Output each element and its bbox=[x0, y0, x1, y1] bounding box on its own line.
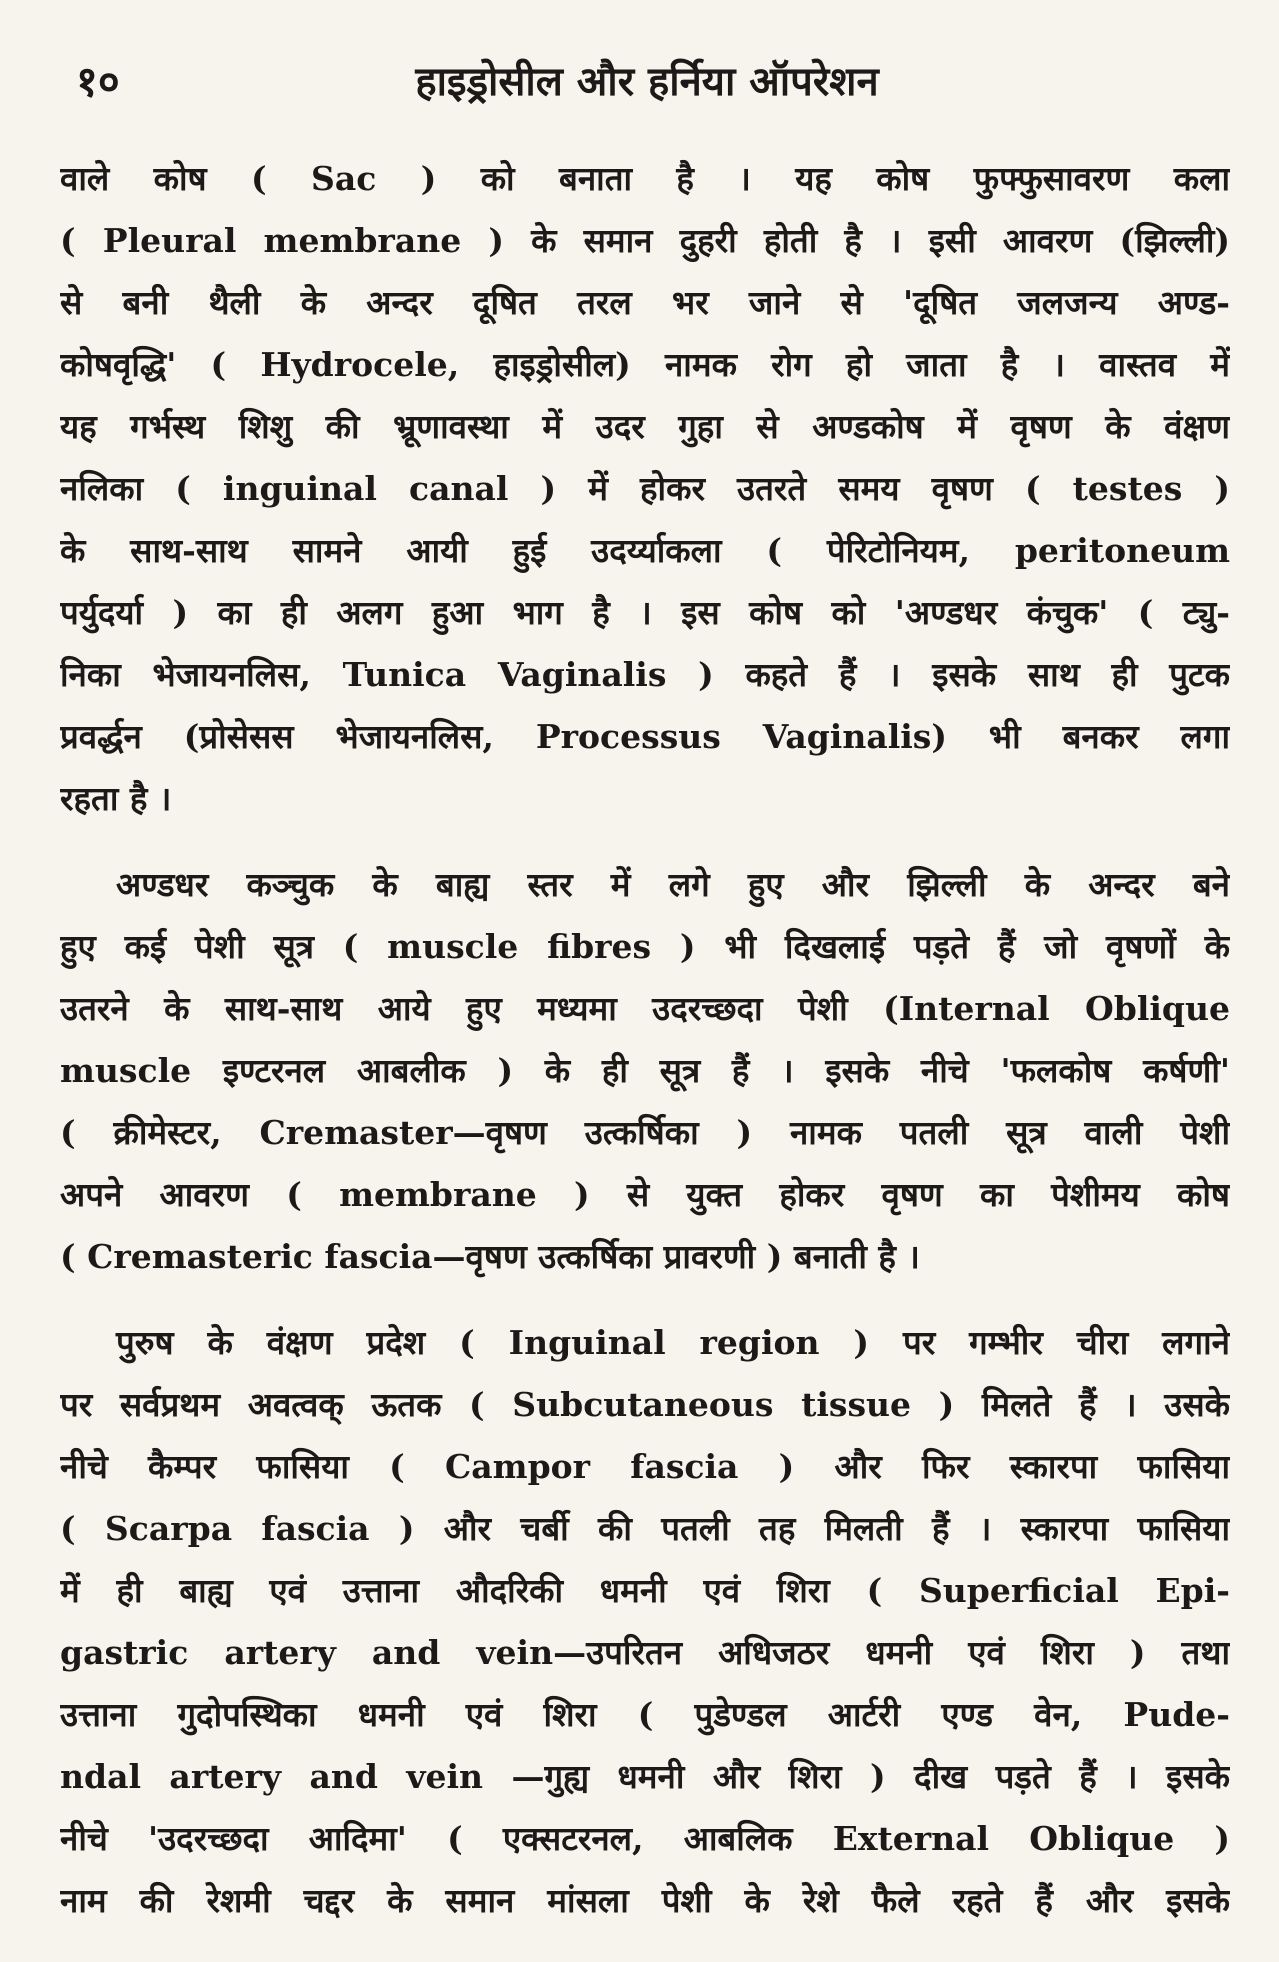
running-title: हाइड्रोसील और हर्निया ऑपरेशन bbox=[415, 58, 879, 105]
text-line: अण्डधर कञ्चुक के बाह्य स्तर में लगे हुए और झिल्ली के अन्दर बने bbox=[116, 865, 1230, 904]
paragraph-gap bbox=[60, 830, 1230, 854]
text-line: निका भेजायनलिस, Tunica Vaginalis ) कहते हैं । इसके साथ ही पुटक bbox=[60, 655, 1230, 694]
text-line: अपने आवरण ( membrane ) से युक्त होकर वृषण का पेशीमय कोष bbox=[60, 1175, 1230, 1214]
text-line: नीचे कैम्पर फासिया ( Campor fascia ) और फिर स्कारपा फासिया bbox=[60, 1447, 1230, 1486]
text-line: ( क्रीमेस्टर, Cremaster—वृषण उत्कर्षिका ) नामक पतली सूत्र वाली पेशी bbox=[60, 1113, 1230, 1152]
text-line: नलिका ( inguinal canal ) में होकर उतरते समय वृषण ( testes ) bbox=[60, 469, 1230, 508]
text-line: से बनी थैली के अन्दर दूषित तरल भर जाने से 'दूषित जलजन्य अण्ड- bbox=[60, 283, 1230, 322]
text-line: उतरने के साथ-साथ आये हुए मध्यमा उदरच्छदा पेशी (Internal Oblique bbox=[60, 989, 1230, 1028]
text-line: ndal artery and vein —गुह्य धमनी और शिरा ) दीख पड़ते हैं । इसके bbox=[60, 1757, 1230, 1796]
text-line: muscle इण्टरनल आबलीक ) के ही सूत्र हैं । इसके नीचे 'फलकोष कर्षणी' bbox=[60, 1051, 1230, 1090]
paragraph-3 bbox=[60, 1312, 1230, 1932]
text-line: नीचे 'उदरच्छदा आदिमा' ( एक्सटरनल, आबलिक External Oblique ) bbox=[60, 1819, 1230, 1858]
text-line: ( Scarpa fascia ) और चर्बी की पतली तह मिलती हैं । स्कारपा फासिया bbox=[60, 1509, 1230, 1548]
text-line: नाम की रेशमी चद्दर के समान मांसला पेशी के रेशे फैले रहते हैं और इसके bbox=[60, 1881, 1230, 1920]
paragraph-gap bbox=[60, 1288, 1230, 1312]
text-line: रहता है । bbox=[60, 779, 172, 818]
text-line: वाले कोष ( Sac ) को बनाता है । यह कोष फुफ्फुसावरण कला bbox=[60, 159, 1230, 198]
paragraph-1 bbox=[60, 148, 1230, 830]
text-line: पर्युदर्या ) का ही अलग हुआ भाग है । इस कोष को 'अण्डधर कंचुक' ( ट्यु- bbox=[60, 593, 1230, 632]
text-line: यह गर्भस्थ शिशु की भ्रूणावस्था में उदर गुहा से अण्डकोष में वृषण के वंक्षण bbox=[60, 407, 1230, 446]
paragraph-2 bbox=[60, 854, 1230, 1288]
text-line: कोषवृद्धि' ( Hydrocele, हाइड्रोसील) नामक रोग हो जाता है । वास्तव में bbox=[60, 345, 1230, 384]
text-line: में ही बाह्य एवं उत्ताना औदरिकी धमनी एवं शिरा ( Superficial Epi- bbox=[60, 1571, 1230, 1610]
text-line: gastric artery and vein—उपरितन अधिजठर धमनी एवं शिरा ) तथा bbox=[60, 1633, 1230, 1672]
page-number: १० bbox=[76, 57, 120, 106]
text-line: ( Cremasteric fascia—वृषण उत्कर्षिका प्रावरणी ) बनाती है । bbox=[60, 1237, 920, 1276]
text-line: पुरुष के वंक्षण प्रदेश ( Inguinal region ) पर गम्भीर चीरा लगाने bbox=[116, 1323, 1230, 1362]
page-header bbox=[62, 44, 1232, 114]
body-text bbox=[60, 148, 1230, 1932]
text-line: हुए कई पेशी सूत्र ( muscle fibres ) भी दिखलाई पड़ते हैं जो वृषणों के bbox=[60, 927, 1230, 966]
text-line: के साथ-साथ सामने आयी हुई उदर्य्याकला ( पेरिटोनियम, peritoneum bbox=[60, 531, 1230, 570]
text-line: ( Pleural membrane ) के समान दुहरी होती है । इसी आवरण (झिल्ली) bbox=[60, 221, 1230, 260]
text-line: पर सर्वप्रथम अवत्वक् ऊतक ( Subcutaneous tissue ) मिलते हैं । उसके bbox=[60, 1385, 1230, 1424]
text-line: उत्ताना गुदोपस्थिका धमनी एवं शिरा ( पुडेण्डल आर्टरी एण्ड वेन, Pude- bbox=[60, 1695, 1230, 1734]
text-line: प्रवर्द्धन (प्रोसेसस भेजायनलिस, Processus Vaginalis) भी बनकर लगा bbox=[60, 717, 1230, 756]
